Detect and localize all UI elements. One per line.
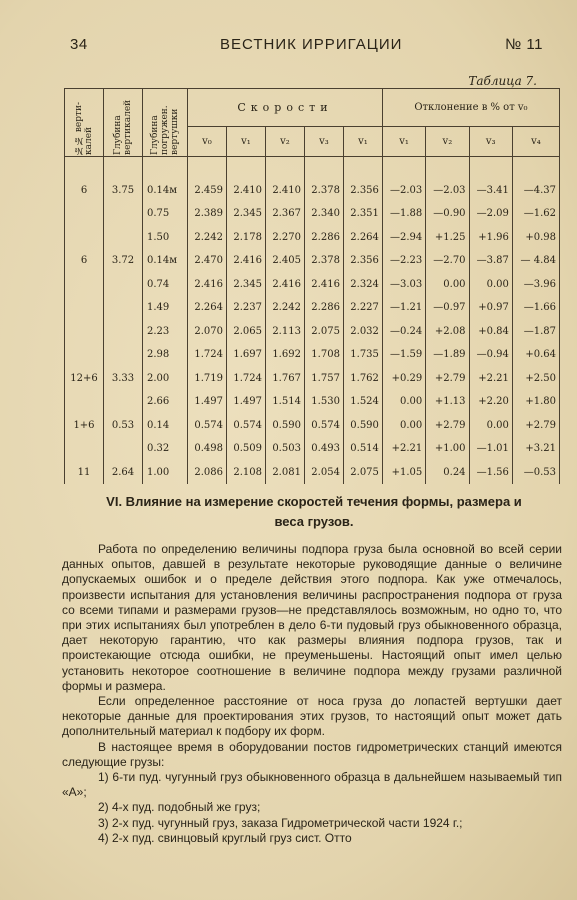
table-cell: 6: [65, 179, 104, 203]
table-cell: 2.270: [265, 226, 304, 250]
table-cell: 1.497: [188, 390, 227, 414]
table-cell: +3.21: [512, 437, 559, 461]
table-cell: 1.762: [343, 367, 382, 391]
table-cell: +1.96: [469, 226, 512, 250]
table-cell: 2.64: [104, 461, 143, 485]
table-cell: 0.509: [226, 437, 265, 461]
table-cell: 2.242: [265, 296, 304, 320]
table-cell: +1.05: [382, 461, 425, 485]
table-cell: —1.21: [382, 296, 425, 320]
table-cell: +1.80: [512, 390, 559, 414]
table-cell: 2.075: [343, 461, 382, 485]
table-cell: 2.227: [343, 296, 382, 320]
table-cell: 6: [65, 249, 104, 273]
table-cell: —1.56: [469, 461, 512, 485]
table-cell: 0.00: [382, 414, 425, 438]
col-speed-2: v₂: [265, 127, 304, 157]
table-cell: 3.33: [104, 367, 143, 391]
body-text: [62, 542, 562, 846]
list-item: 1) 6-ти пуд. чугунный груз обыкновенного образца в дальнейшем называемый тип «А»;: [62, 770, 562, 800]
table-cell: 0.514: [343, 437, 382, 461]
table-cell: [65, 343, 104, 367]
table-cell: +2.79: [426, 367, 469, 391]
table-cell: +1.13: [426, 390, 469, 414]
table-cell: [65, 296, 104, 320]
table-row: [65, 249, 560, 273]
table-cell: 2.356: [343, 249, 382, 273]
table-cell: 2.264: [188, 296, 227, 320]
table-cell: 2.23: [143, 320, 188, 344]
table-cell: [65, 226, 104, 250]
section-heading-line1: VI. Влияние на измерение скоростей течения формы, размера и: [106, 494, 522, 509]
table-cell: [65, 320, 104, 344]
table-cell: [65, 202, 104, 226]
table-cell: 0.574: [304, 414, 343, 438]
col-speed-3: v₃: [304, 127, 343, 157]
table-cell: —3.41: [469, 179, 512, 203]
table-cell: 1.49: [143, 296, 188, 320]
table-cell: [104, 343, 143, 367]
table-cell: 0.14м: [143, 249, 188, 273]
table-cell: 2.108: [226, 461, 265, 485]
table-spacer-row: [65, 157, 560, 179]
table-cell: 3.72: [104, 249, 143, 273]
table-cell: 2.081: [265, 461, 304, 485]
table-cell: 2.178: [226, 226, 265, 250]
table-cell: —0.94: [469, 343, 512, 367]
running-header: [70, 36, 543, 58]
table-cell: 2.286: [304, 226, 343, 250]
table-row: [65, 437, 560, 461]
table-cell: —0.53: [512, 461, 559, 485]
table-cell: —2.70: [426, 249, 469, 273]
table-cell: —0.97: [426, 296, 469, 320]
table-cell: —2.03: [382, 179, 425, 203]
table-cell: — 4.84: [512, 249, 559, 273]
paragraph: Работа по определению величины подпора груза была основной во всей серии данных опытов, давшей в результате некоторые руководящие данные о величине допускаемых ошибок и о пределе действия этого подпора. Как уже отмечалось, произвести испытания для установления величины распространения подпора от груза со всеми типами и размерами грузов—не представлялось возможным, но одно то, что при этих испытаниях был употреблен в дело 6-ти пудовый груз обыкновенного образца, дает некоторую гарантию, что как размеры влияния подпора грузов, так и проистекающие отсюда ошибки, не преуменьшены. Настоящий опыт имел целью установить некоторое соотношение в величине подпора между грузами различной формы и размера.: [62, 542, 562, 693]
table-cell: [104, 320, 143, 344]
table-cell: 2.032: [343, 320, 382, 344]
table-cell: [104, 226, 143, 250]
table-cell: —3.96: [512, 273, 559, 297]
table-cell: 0.498: [188, 437, 227, 461]
table-cell: 0.14м: [143, 179, 188, 203]
table-cell: +2.79: [512, 414, 559, 438]
table-cell: +0.98: [512, 226, 559, 250]
table-cell: 1.692: [265, 343, 304, 367]
table-cell: —1.88: [382, 202, 425, 226]
table-cell: +0.29: [382, 367, 425, 391]
table-cell: —2.09: [469, 202, 512, 226]
table-cell: 1.767: [265, 367, 304, 391]
table-cell: +2.79: [426, 414, 469, 438]
table-cell: 2.410: [226, 179, 265, 203]
table-cell: [65, 390, 104, 414]
table-row: [65, 461, 560, 485]
table-cell: 2.416: [188, 273, 227, 297]
table-cell: —1.89: [426, 343, 469, 367]
table-row: [65, 320, 560, 344]
data-table-wrapper: [64, 88, 560, 484]
table-cell: 0.14: [143, 414, 188, 438]
table-cell: +0.64: [512, 343, 559, 367]
table-cell: +1.00: [426, 437, 469, 461]
table-row: [65, 343, 560, 367]
table-cell: 1.497: [226, 390, 265, 414]
table-cell: 1.724: [188, 343, 227, 367]
table-cell: +2.08: [426, 320, 469, 344]
table-cell: —0.24: [382, 320, 425, 344]
table-cell: +0.97: [469, 296, 512, 320]
table-cell: 0.24: [426, 461, 469, 485]
table-cell: 2.237: [226, 296, 265, 320]
table-cell: 1.00: [143, 461, 188, 485]
table-cell: 0.574: [226, 414, 265, 438]
table-cell: +1.25: [426, 226, 469, 250]
table-cell: [104, 202, 143, 226]
col-speed-1: v₁: [226, 127, 265, 157]
col-depth: Глубина вертикалей: [104, 89, 143, 157]
table-cell: [65, 273, 104, 297]
table-row: [65, 226, 560, 250]
table-cell: 1.530: [304, 390, 343, 414]
table-row: [65, 414, 560, 438]
table-cell: 1.697: [226, 343, 265, 367]
table-cell: 2.378: [304, 249, 343, 273]
col-immersion: Глубина погружен. вертушки: [143, 89, 188, 157]
table-cell: 0.74: [143, 273, 188, 297]
col-group-speeds: Скорости: [188, 89, 383, 127]
list-item: 4) 2-х пуд. свинцовый круглый груз сист. Отто: [98, 830, 352, 845]
table-cell: —1.01: [469, 437, 512, 461]
table-cell: 1.50: [143, 226, 188, 250]
table-cell: —2.94: [382, 226, 425, 250]
table-cell: 2.66: [143, 390, 188, 414]
col-deviation-1: v₂: [426, 127, 469, 157]
table-cell: 2.242: [188, 226, 227, 250]
col-speed-4: v₁: [343, 127, 382, 157]
section-heading: [66, 492, 562, 532]
table-cell: 2.416: [265, 273, 304, 297]
table-cell: 2.345: [226, 273, 265, 297]
table-cell: 11: [65, 461, 104, 485]
table-cell: 0.574: [188, 414, 227, 438]
table-cell: 2.065: [226, 320, 265, 344]
table-row: [65, 390, 560, 414]
table-cell: 2.367: [265, 202, 304, 226]
table-cell: 1.524: [343, 390, 382, 414]
table-cell: 2.264: [343, 226, 382, 250]
section-heading-line2: веса грузов.: [274, 514, 354, 529]
table-cell: 0.590: [265, 414, 304, 438]
table-cell: 2.405: [265, 249, 304, 273]
table-cell: 2.378: [304, 179, 343, 203]
table-cell: 0.53: [104, 414, 143, 438]
table-cell: 2.324: [343, 273, 382, 297]
table-cell: —2.03: [426, 179, 469, 203]
table-cell: —3.87: [469, 249, 512, 273]
table-cell: 2.345: [226, 202, 265, 226]
col-speed-0: v₀: [188, 127, 227, 157]
table-cell: 0.590: [343, 414, 382, 438]
table-cell: 2.416: [226, 249, 265, 273]
col-group-deviation: Отклонение в % от v₀: [382, 89, 559, 127]
table-cell: [104, 273, 143, 297]
table-cell: [104, 390, 143, 414]
table-cell: 1.724: [226, 367, 265, 391]
table-cell: 2.00: [143, 367, 188, 391]
table-cell: 2.356: [343, 179, 382, 203]
table-cell: 12+6: [65, 367, 104, 391]
table-cell: 0.493: [304, 437, 343, 461]
table-cell: 0.32: [143, 437, 188, 461]
page-number: 34: [70, 36, 88, 53]
paragraph: Если определенное расстояние от носа груза до лопастей вертушки дает некоторые данные для проектирования этих грузов, то настоящий опыт может дать дополнительный материал к подбору их форм.: [62, 694, 562, 739]
table-cell: +2.21: [469, 367, 512, 391]
table-cell: 2.070: [188, 320, 227, 344]
list-item: 2) 4-х пуд. подобный же груз;: [98, 800, 261, 815]
col-deviation-3: v₄: [512, 127, 559, 157]
table-row: [65, 202, 560, 226]
issue-number: № 11: [505, 36, 543, 53]
velocity-table: [64, 88, 560, 484]
col-deviation-0: v₁: [382, 127, 425, 157]
table-cell: [104, 296, 143, 320]
table-cell: 2.410: [265, 179, 304, 203]
table-cell: 3.75: [104, 179, 143, 203]
table-cell: 2.086: [188, 461, 227, 485]
table-row: [65, 273, 560, 297]
table-cell: 0.00: [426, 273, 469, 297]
col-deviation-2: v₃: [469, 127, 512, 157]
table-cell: —4.37: [512, 179, 559, 203]
table-cell: 2.340: [304, 202, 343, 226]
table-cell: 2.113: [265, 320, 304, 344]
table-cell: [104, 437, 143, 461]
table-cell: —1.66: [512, 296, 559, 320]
table-cell: 1+6: [65, 414, 104, 438]
table-cell: —1.59: [382, 343, 425, 367]
table-cell: 2.351: [343, 202, 382, 226]
table-cell: +2.20: [469, 390, 512, 414]
journal-title: ВЕСТНИК ИРРИГАЦИИ: [220, 36, 403, 53]
col-vertical-no: №№ верти-калей: [65, 89, 104, 157]
paragraph: В настоящее время в оборудовании постов гидрометрических станций имеются следующие грузы:: [62, 739, 562, 769]
table-cell: 0.00: [382, 390, 425, 414]
table-caption: Таблица 7.: [468, 74, 537, 88]
table-cell: 1.708: [304, 343, 343, 367]
table-cell: 1.514: [265, 390, 304, 414]
table-row: [65, 179, 560, 203]
table-cell: 2.389: [188, 202, 227, 226]
list-item: 3) 2-х пуд. чугунный груз, заказа Гидрометрической части 1924 г.;: [98, 815, 463, 830]
table-cell: 2.286: [304, 296, 343, 320]
table-cell: +0.84: [469, 320, 512, 344]
table-cell: —2.23: [382, 249, 425, 273]
table-cell: 0.75: [143, 202, 188, 226]
table-cell: 0.00: [469, 273, 512, 297]
table-cell: 2.075: [304, 320, 343, 344]
table-cell: [65, 437, 104, 461]
table-cell: 1.735: [343, 343, 382, 367]
table-cell: 0.503: [265, 437, 304, 461]
table-row: [65, 367, 560, 391]
table-cell: 0.00: [469, 414, 512, 438]
table-cell: 2.459: [188, 179, 227, 203]
table-cell: +2.21: [382, 437, 425, 461]
table-cell: 2.470: [188, 249, 227, 273]
table-cell: —3.03: [382, 273, 425, 297]
table-cell: 1.719: [188, 367, 227, 391]
table-cell: —1.62: [512, 202, 559, 226]
table-cell: —1.87: [512, 320, 559, 344]
table-cell: —0.90: [426, 202, 469, 226]
table-cell: 2.98: [143, 343, 188, 367]
table-row: [65, 296, 560, 320]
table-cell: +2.50: [512, 367, 559, 391]
table-cell: 1.757: [304, 367, 343, 391]
table-cell: 2.054: [304, 461, 343, 485]
table-cell: 2.416: [304, 273, 343, 297]
